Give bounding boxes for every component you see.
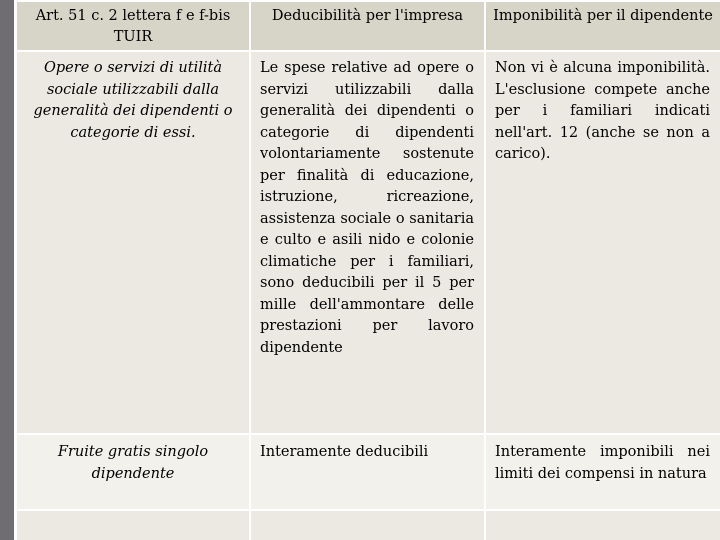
row-category-text: Opere o servizi di utilità sociale utilizzabili dalla generalità dei dipendenti o categorie di essi. bbox=[33, 60, 233, 141]
table-row bbox=[16, 434, 720, 510]
benefits-table bbox=[15, 0, 720, 540]
row-deducibility-cell bbox=[250, 510, 485, 540]
row-category-cell bbox=[16, 51, 250, 434]
row-taxability-text: Non vi è alcuna imponibilità. L'esclusione compete anche per i familiari indicati nell'art. 12 (anche se non a carico). bbox=[495, 60, 710, 162]
row-category-cell bbox=[16, 434, 250, 510]
row-taxability-cell bbox=[485, 434, 720, 510]
row-taxability-text: Interamente imponibili nei limiti dei compensi in natura bbox=[495, 444, 710, 482]
row-category-text: Fruite gratis singolo dipendente bbox=[57, 444, 209, 482]
row-deducibility-cell bbox=[250, 51, 485, 434]
row-category-text bbox=[17, 511, 249, 517]
header-cell-article: Art. 51 c. 2 lettera f e f-bis TUIR bbox=[16, 1, 250, 51]
row-deducibility-text: Le spese relative ad opere o servizi utilizzabili dalla generalità dei dipendenti o categorie di dipendenti volontariamente sostenute per finalità di educazione, istruzione, ricreazione, assistenza sociale o sanitaria e culto e asili nido e colonie climatiche per i familiari, sono deducibili per il 5 per mille dell'ammontare delle prestazioni per lavoro dipendente bbox=[260, 60, 474, 356]
row-taxability-text bbox=[486, 511, 720, 517]
table-row-empty bbox=[16, 510, 720, 540]
table-header-row bbox=[16, 1, 720, 51]
table-row bbox=[16, 51, 720, 434]
row-taxability-cell bbox=[485, 510, 720, 540]
row-taxability-cell bbox=[485, 51, 720, 434]
header-cell-taxability: Imponibilità per il dipendente bbox=[485, 1, 720, 51]
row-deducibility-text: Interamente deducibili bbox=[260, 444, 429, 460]
row-category-cell bbox=[16, 510, 250, 540]
side-bar bbox=[0, 0, 14, 540]
row-deducibility-text bbox=[251, 511, 484, 517]
header-cell-deducibility: Deducibilità per l'impresa bbox=[250, 1, 485, 51]
row-deducibility-cell bbox=[250, 434, 485, 510]
